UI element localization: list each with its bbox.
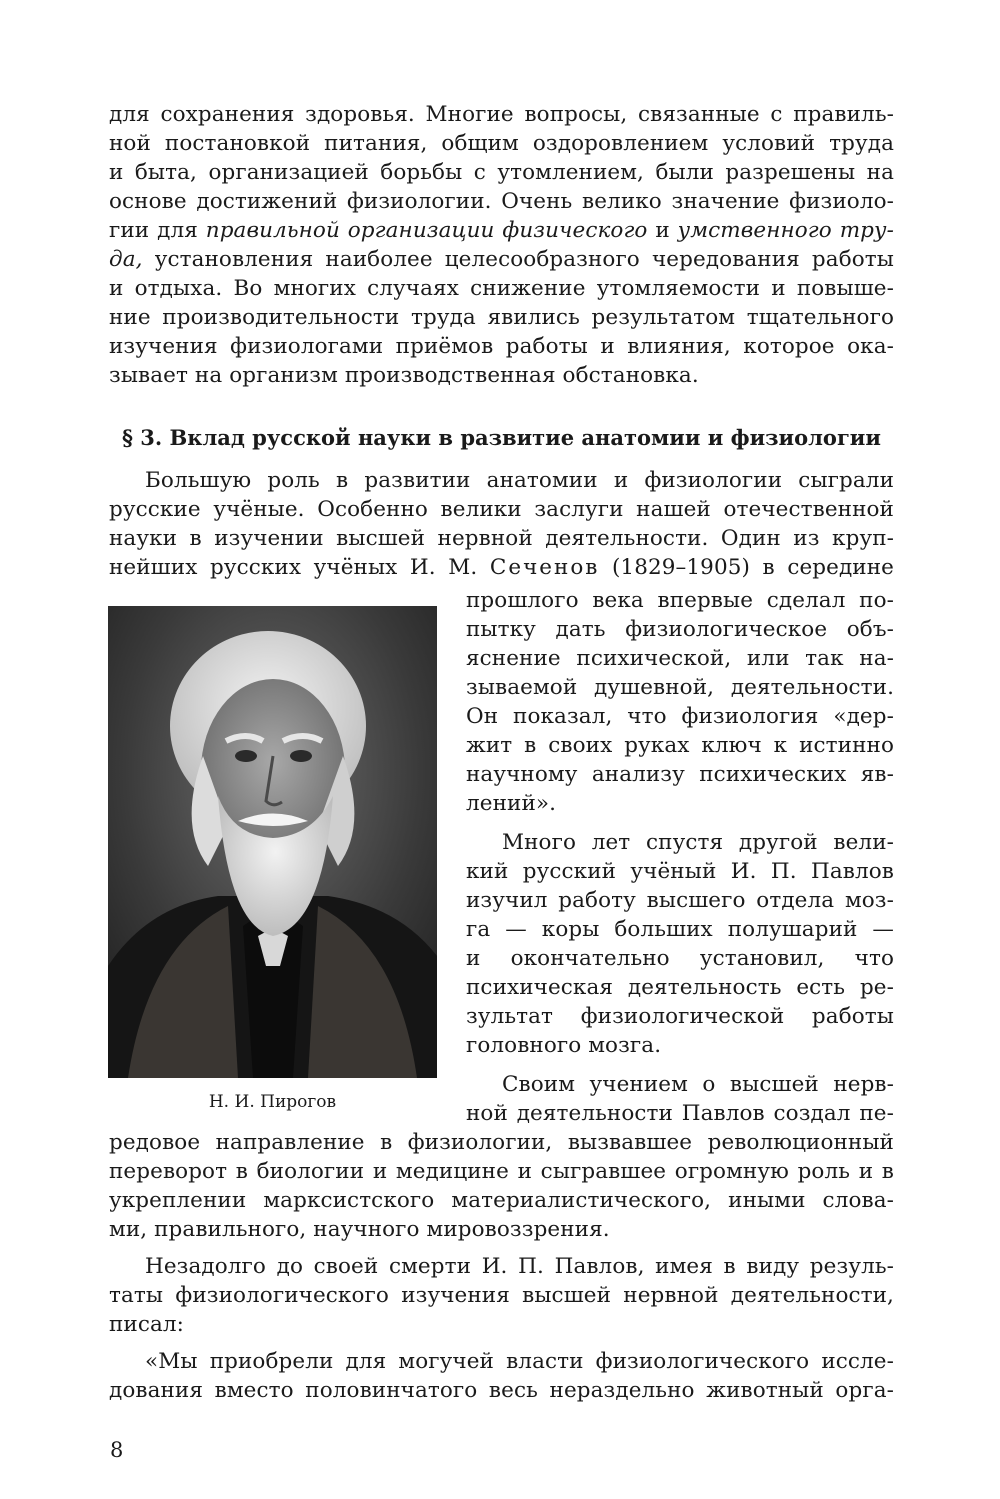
italic-phrase: да,	[109, 247, 143, 272]
italic-phrase: правильной организации физического	[205, 218, 648, 243]
portrait-illustration	[108, 606, 437, 1078]
paragraph-line: пытку дать физиологическое объ-	[466, 617, 894, 642]
paragraph-line: Незадолго до своей смерти И. П. Павлов, имея в виду резуль-	[145, 1254, 894, 1279]
spaced-name: Сеченов	[489, 555, 600, 580]
intro-line: изучения физиологами приёмов работы и влияния, которое ока-	[109, 334, 894, 359]
paragraph-line: и окончательно установил, что	[466, 946, 894, 971]
paragraph-line: укреплении марксистского материалистического, иными слова-	[109, 1188, 894, 1213]
portrait-photo	[108, 606, 437, 1078]
paragraph-line: Большую роль в развитии анатомии и физиологии сыграли	[145, 468, 894, 493]
paragraph-line: научному анализу психических яв-	[466, 762, 894, 787]
paragraph-line: Он показал, что физиология «дер-	[466, 704, 894, 729]
intro-line: основе достижений физиологии. Очень велико значение физиоло-	[109, 189, 894, 214]
paragraph-line	[109, 553, 894, 582]
paragraph-line: изучил работу высшего отдела моз-	[466, 888, 894, 913]
intro-line	[109, 245, 894, 274]
paragraph-line: Много лет спустя другой вели-	[502, 830, 894, 855]
section-heading: § 3. Вклад русской науки в развитие анатомии и физиологии	[122, 425, 881, 450]
quote-line: дования вместо половинчатого весь нераздельно животный орга-	[109, 1378, 894, 1403]
paragraph-line: Своим учением о высшей нерв-	[502, 1072, 894, 1097]
intro-line: зывает на организм производственная обстановка.	[109, 363, 699, 388]
intro-line: для сохранения здоровья. Многие вопросы, связанные с правиль-	[109, 102, 894, 127]
paragraph-line: головного мозга.	[466, 1033, 662, 1058]
intro-line	[109, 216, 894, 245]
paragraph-line: психическая деятельность есть ре-	[466, 975, 894, 1000]
paragraph-line: таты физиологического изучения высшей нервной деятельности,	[109, 1283, 894, 1308]
paragraph-line: лений».	[466, 791, 557, 816]
paragraph-line: га — коры больших полушарий —	[466, 917, 894, 942]
intro-line: ние производительности труда явились результатом тщательного	[109, 305, 894, 330]
paragraph-line: кий русский учёный И. П. Павлов	[466, 859, 894, 884]
intro-line: и быта, организацией борьбы с утомлением, были разрешены на	[109, 160, 894, 185]
intro-text: установления наиболее целесообразного чередования работы	[142, 247, 894, 272]
paragraph-line: жит в своих руках ключ к истинно	[466, 733, 894, 758]
paragraph-line: ной деятельности Павлов создал пе-	[466, 1101, 894, 1126]
paragraph-text: (1829–1905) в середине	[599, 555, 894, 580]
paragraph-line: зультат физиологической работы	[466, 1004, 894, 1029]
paragraph-line: русские учёные. Особенно велики заслуги нашей отечественной	[109, 497, 894, 522]
paragraph-line: яснение психической, или так на-	[466, 646, 894, 671]
intro-line: и отдыха. Во многих случаях снижение утомляемости и повыше-	[109, 276, 894, 301]
intro-text: гии для	[109, 218, 206, 243]
figure-caption: Н. И. Пирогов	[208, 1092, 337, 1112]
paragraph-line: переворот в биологии и медицине и сыгравшее огромную роль и в	[109, 1159, 894, 1184]
paragraph-line: зываемой душевной, деятельности.	[466, 675, 894, 700]
paragraph-line: ми, правильного, научного мировоззрения.	[109, 1217, 610, 1242]
paragraph-line: редовое направление в физиологии, вызвавшее революционный	[109, 1130, 894, 1155]
paragraph-line: писал:	[109, 1312, 185, 1337]
paragraph-line: науки в изучении высшей нервной деятельности. Один из круп-	[109, 526, 894, 551]
intro-text: и	[647, 218, 678, 243]
paragraph-text: нейших русских учёных И. М.	[109, 555, 490, 580]
page-number: 8	[110, 1438, 124, 1462]
italic-phrase: умственного тру-	[677, 218, 894, 243]
paragraph-line: прошлого века впервые сделал по-	[466, 588, 894, 613]
intro-line: ной постановкой питания, общим оздоровлением условий труда	[109, 131, 894, 156]
quote-line: «Мы приобрели для могучей власти физиологического иссле-	[145, 1349, 894, 1374]
